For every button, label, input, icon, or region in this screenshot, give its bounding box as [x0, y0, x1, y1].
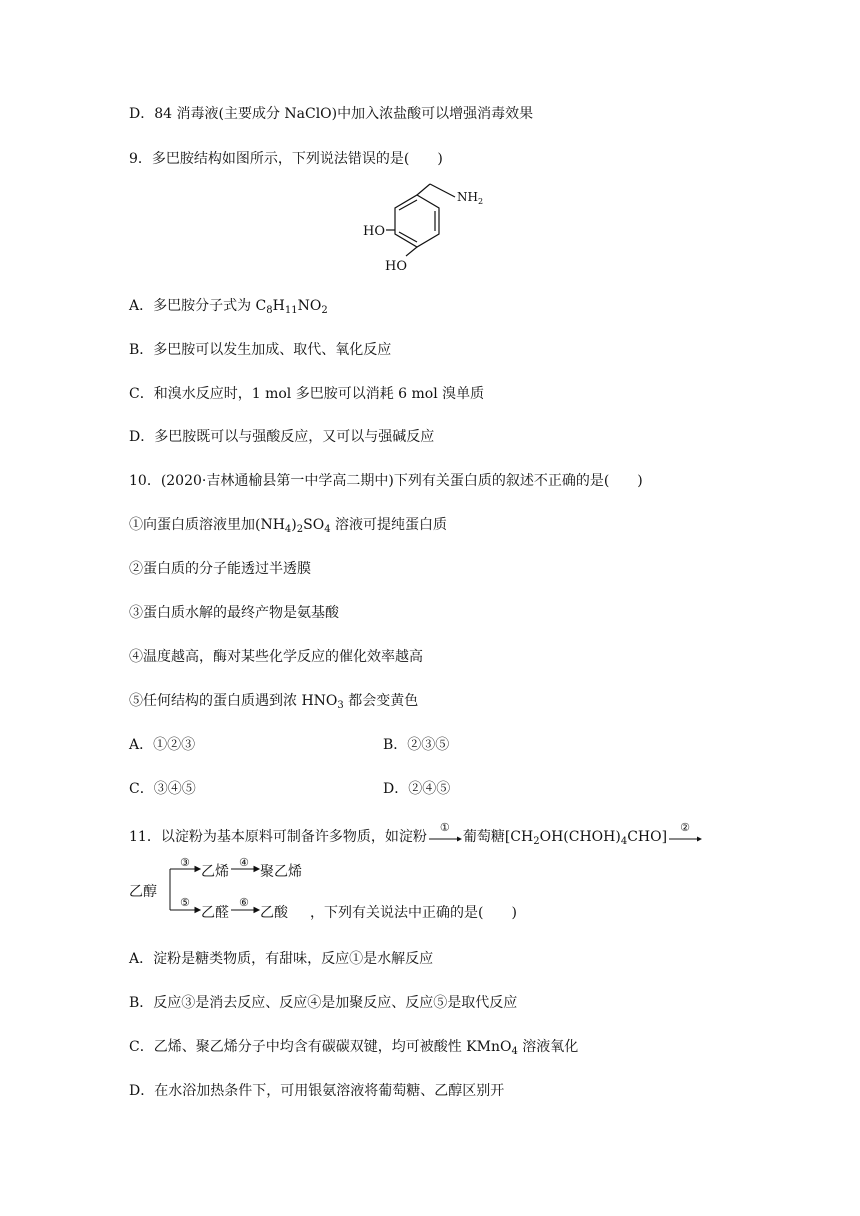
q10-option-b: B．②③⑤ — [383, 737, 450, 753]
ethylene-label: 乙烯 — [201, 864, 229, 880]
reaction-arrow-1: ① — [427, 828, 463, 846]
step-6-label: ⑥ — [239, 896, 249, 909]
q10-option-c: C．③④⑤ — [129, 781, 196, 797]
ho-label-1: HO — [363, 224, 385, 239]
q11-stem-line1: 11．以淀粉为基本原料可制备许多物质，如淀粉 ① 葡萄糖$[CH_2OH(CHOH)_4CHO]$ ② — [129, 828, 703, 846]
q11-option-a: A．淀粉是糖类物质，有甜味，反应①是水解反应 — [129, 951, 434, 967]
q10-statement-1: ①向蛋白质溶液里加$(NH_4)_2SO_4$ 溶液可提纯蛋白质 — [129, 517, 448, 535]
q11-option-c: C．乙烯、聚乙烯分子中均含有碳碳双键，均可被酸性 KMnO$_4$ 溶液氧化 — [129, 1039, 579, 1057]
q11-option-d: D．在水浴加热条件下，可用银氨溶液将葡萄糖、乙醇区别开 — [129, 1083, 505, 1099]
nh2-label: NH — [457, 190, 478, 204]
reaction-arrow-2: ② — [667, 828, 703, 846]
q9-option-d: D．多巴胺既可以与强酸反应，又可以与强碱反应 — [129, 429, 435, 445]
q11-option-b: B．反应③是消去反应、反应④是加聚反应、反应⑤是取代反应 — [129, 995, 518, 1011]
q10-option-a: A．①②③ — [129, 737, 196, 753]
q9-option-b: B．多巴胺可以发生加成、取代、氧化反应 — [129, 342, 392, 358]
svg-text:NH2: $NH_2$ — [457, 190, 484, 206]
q10-stem: 10．(2020·吉林通榆县第一中学高二期中)下列有关蛋白质的叙述不正确的是( ) — [129, 473, 643, 489]
q9-stem: 9．多巴胺结构如图所示，下列说法错误的是( ) — [129, 151, 443, 167]
step-5-label: ⑤ — [180, 896, 190, 909]
step-3-label: ③ — [180, 856, 190, 869]
q9-option-a: A．多巴胺分子式为 $C_8H_{11}NO_2$ — [129, 298, 328, 316]
q10-statement-3: ③蛋白质水解的最终产物是氨基酸 — [129, 605, 339, 621]
q10-option-d: D．②④⑤ — [383, 781, 451, 797]
dopamine-structure — [360, 182, 510, 272]
acetaldehyde-label: 乙醛 — [201, 905, 229, 921]
q10-statement-5: ⑤任何结构的蛋白质遇到浓 $HNO_3$ 都会变黄色 — [129, 693, 419, 711]
ethanol-label: 乙醇 — [129, 884, 157, 900]
q11-stem-line2: ，下列有关说法中正确的是( ) — [310, 905, 517, 921]
ho-label-2: HO — [385, 259, 407, 272]
q8-option-d: D．84 消毒液(主要成分 NaClO)中加入浓盐酸可以增强消毒效果 — [129, 106, 534, 122]
q10-statement-2: ②蛋白质的分子能透过半透膜 — [129, 561, 311, 577]
acetic-acid-label: 乙酸 — [260, 905, 288, 921]
q10-statement-4: ④温度越高，酶对某些化学反应的催化效率越高 — [129, 649, 423, 665]
step-4-label: ④ — [239, 856, 249, 869]
q9-option-c: C．和溴水反应时，1 mol 多巴胺可以消耗 6 mol 溴单质 — [129, 386, 485, 402]
polyethylene-label: 聚乙烯 — [260, 864, 302, 880]
reaction-scheme — [129, 857, 329, 923]
